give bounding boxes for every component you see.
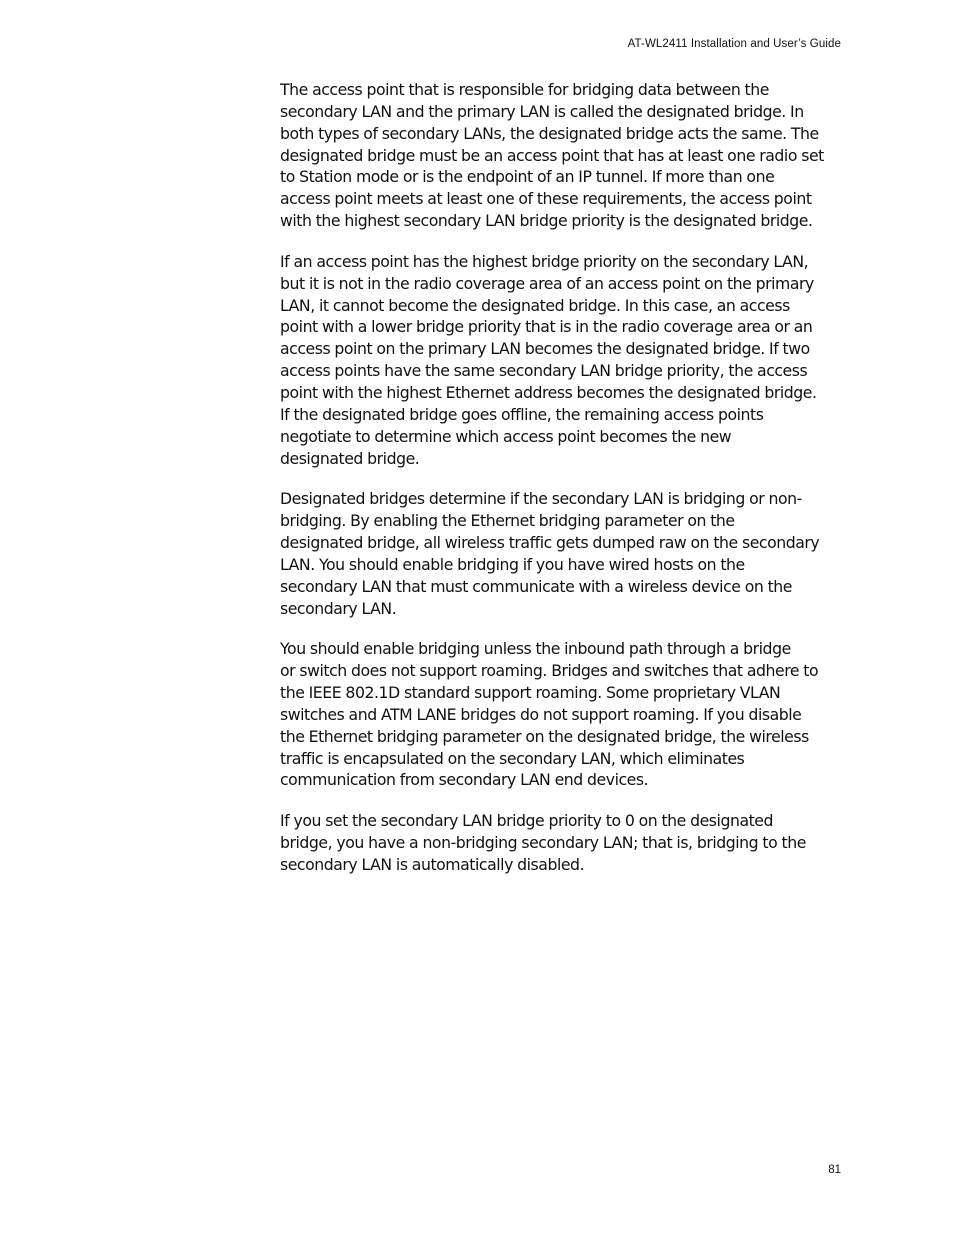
text-line: You should enable bridging unless the inbound path through a bridge [280,639,791,659]
text-line: designated bridge, all wireless traffic gets dumped raw on the secondary [280,533,820,553]
text-line: the Ethernet bridging parameter on the designated bridge, the wireless [280,726,809,746]
text-line: bridge, you have a non-bridging secondary LAN; that is, bridging to the [280,833,806,853]
text-line: If an access point has the highest bridge priority on the secondary LAN, [280,251,809,271]
text-line: access point on the primary LAN becomes the designated bridge. If two [280,339,810,359]
text-line: Designated bridges determine if the secondary LAN is bridging or non- [280,489,802,509]
text-line: The access point that is responsible for bridging data between the [280,80,769,99]
text-line: with the highest secondary LAN bridge priority is the designated bridge. [280,211,813,231]
text-line: designated bridge must be an access point that has at least one radio set [280,145,824,165]
paragraph-bridge-priority [280,251,846,469]
text-line: designated bridge. [280,448,420,468]
text-line: LAN. You should enable bridging if you have wired hosts on the [280,554,745,574]
text-line: point with the highest Ethernet address becomes the designated bridge. [280,382,817,402]
text-line: or switch does not support roaming. Bridges and switches that adhere to [280,661,819,681]
body-text [280,79,846,895]
paragraph-designated-bridge-definition [280,79,846,232]
text-line: negotiate to determine which access point becomes the new [280,426,732,446]
text-line: secondary LAN. [280,598,397,618]
running-header: AT-WL2411 Installation and User’s Guide [627,38,841,50]
text-line: traffic is encapsulated on the secondary LAN, which eliminates [280,748,745,768]
text-line: access points have the same secondary LAN bridge priority, the access [280,361,808,381]
text-line: secondary LAN is automatically disabled. [280,855,585,874]
text-line: If you set the secondary LAN bridge priority to 0 on the designated [280,811,774,831]
text-line: If the designated bridge goes offline, the remaining access points [280,404,764,424]
text-line: communication from secondary LAN end devices. [280,770,649,790]
text-line: point with a lower bridge priority that is in the radio coverage area or an [280,317,813,337]
paragraph-bridging-mode [280,488,846,619]
text-line: LAN, it cannot become the designated bridge. In this case, an access [280,295,790,315]
text-line: the IEEE 802.1D standard support roaming. Some proprietary VLAN [280,683,781,703]
paragraph-priority-zero [280,810,846,876]
paragraph-roaming [280,638,846,791]
text-line: access point meets at least one of these requirements, the access point [280,189,812,209]
text-line: secondary LAN and the primary LAN is called the designated bridge. In [280,101,804,121]
text-line: bridging. By enabling the Ethernet bridging parameter on the [280,511,735,531]
text-line: secondary LAN that must communicate with a wireless device on the [280,576,792,596]
text-line: both types of secondary LANs, the designated bridge acts the same. The [280,123,819,143]
page-number: 81 [828,1164,841,1176]
text-line: to Station mode or is the endpoint of an IP tunnel. If more than one [280,167,775,187]
text-line: but it is not in the radio coverage area of an access point on the primary [280,273,814,293]
text-line: switches and ATM LANE bridges do not support roaming. If you disable [280,704,802,724]
